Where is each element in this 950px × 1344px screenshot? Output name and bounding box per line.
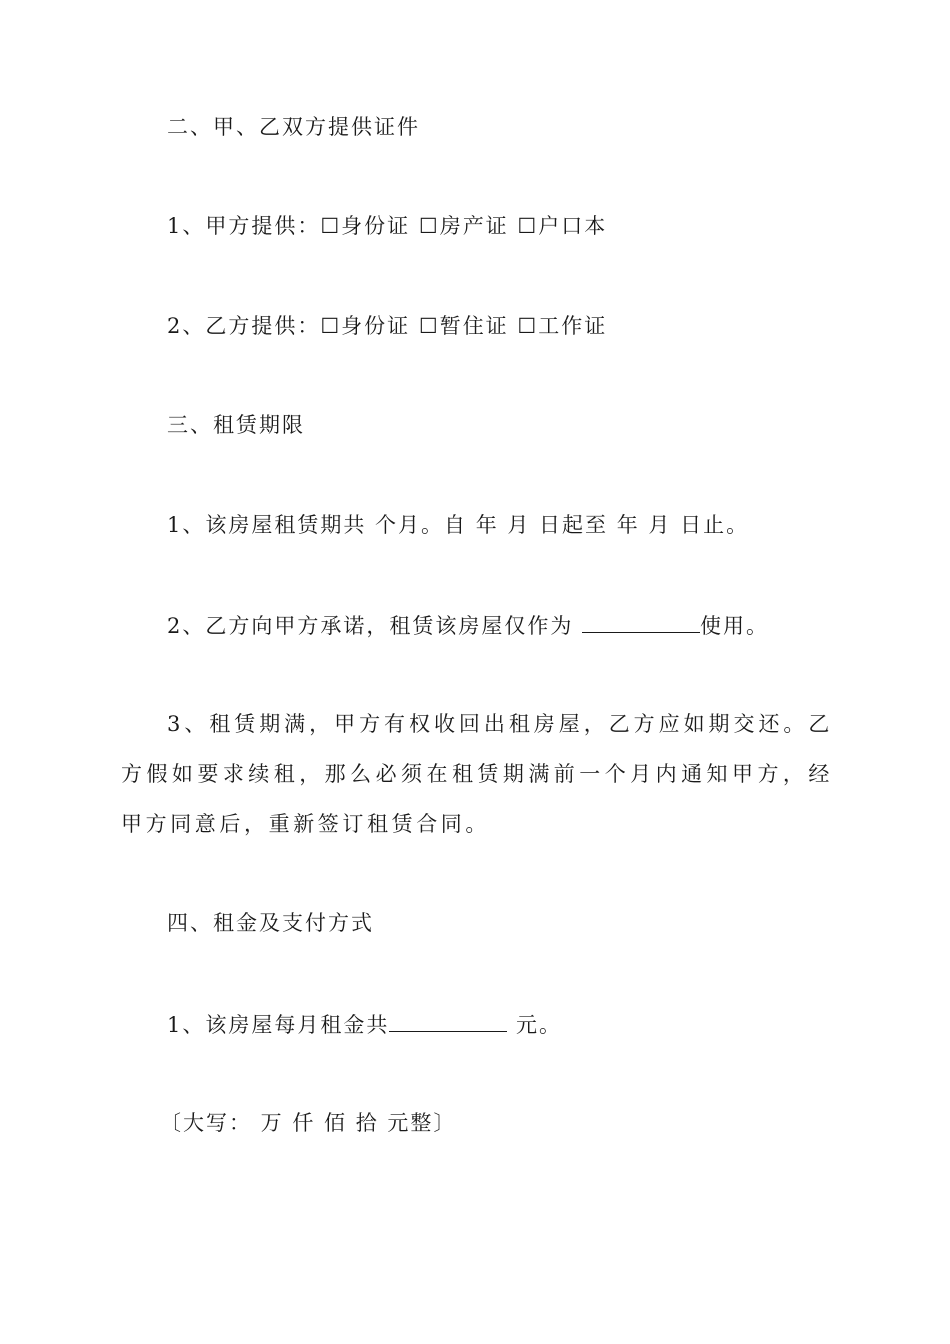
usage-blank-field [582,610,700,633]
rent-amount-blank-field [389,1009,507,1032]
section-3-heading: 三、租赁期限 [167,413,305,437]
section-3-item-2 [167,610,769,641]
section-3-item-2-text: 2、乙方向甲方承诺，租赁该房屋仅作为 [167,614,583,638]
section-4-item-1 [167,1009,562,1040]
section-2-item-1: 1、甲方提供：☐身份证 ☐房产证 ☐户口本 [167,214,608,238]
section-3-item-1: 1、该房屋租赁期共 个月。自 年 月 日起至 年 月 日止。 [167,513,750,537]
section-3-item-2-suffix: 使用。 [700,614,770,638]
section-4-item-1-text: 1、该房屋每月租金共 [167,1013,390,1037]
section-4-item-1-suffix: 元。 [507,1013,563,1037]
section-2-item-2: 2、乙方提供：☐身份证 ☐暂住证 ☐工作证 [167,314,608,338]
section-4-heading: 四、租金及支付方式 [167,911,374,935]
section-3-item-3: 3、租赁期满，甲方有权收回出租房屋，乙方应如期交还。乙方假如要求续租，那么必须在租赁期满前一个月内通知甲方，经甲方同意后，重新签订租赁合同。 [121,712,833,836]
rent-amount-capital: 〔大写： 万 仟 佰 拾 元整〕 [160,1111,457,1135]
section-2-heading: 二、甲、乙双方提供证件 [167,115,420,139]
